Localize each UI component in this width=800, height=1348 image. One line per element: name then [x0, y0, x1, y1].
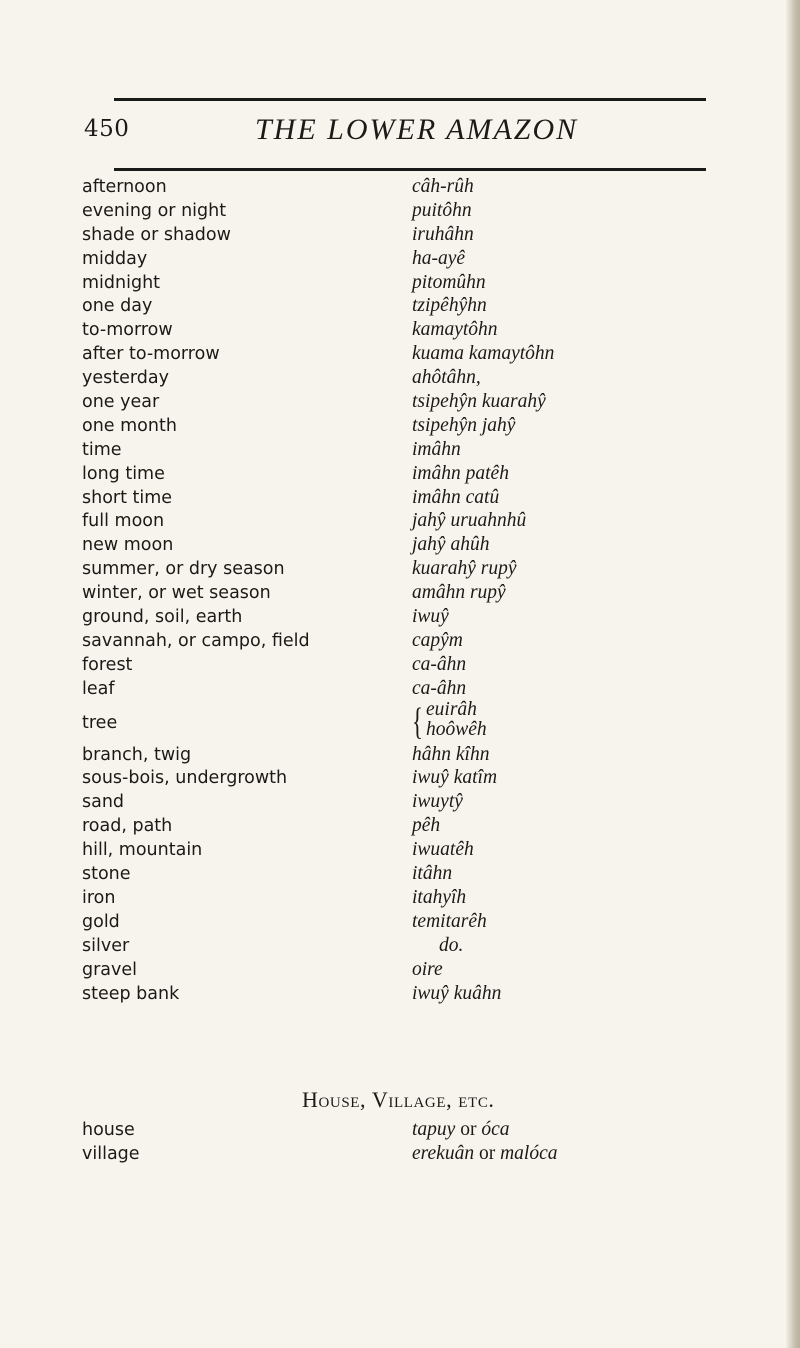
- vocab-row: [82, 982, 762, 1006]
- native-term: puitôhn: [412, 199, 472, 221]
- english-term: midnight: [82, 272, 161, 293]
- english-term: sand: [82, 792, 125, 813]
- native-term: ca-âhn: [412, 677, 467, 699]
- native-term-group: [412, 1118, 509, 1142]
- english-term: sous-bois, undergrowth: [82, 768, 288, 789]
- page-edge-shadow: [786, 0, 800, 1348]
- english-term: evening or night: [82, 200, 227, 221]
- native-term-variant-1: euirâh: [426, 698, 477, 720]
- vocab-row: [82, 366, 762, 390]
- native-term-group: [412, 1142, 558, 1166]
- vocab-row: [82, 223, 762, 247]
- english-term: after to-morrow: [82, 344, 220, 365]
- native-term: imâhn: [412, 438, 461, 460]
- english-term: one day: [82, 296, 153, 317]
- english-term: new moon: [82, 535, 174, 556]
- vocab-row: [82, 557, 762, 581]
- vocab-row: [82, 486, 762, 510]
- english-term: yesterday: [82, 368, 169, 389]
- vocab-row: [82, 1118, 762, 1142]
- native-term: itâhn: [412, 863, 453, 885]
- vocab-row: [82, 462, 762, 486]
- native-term: amâhn rupŷ: [412, 582, 506, 604]
- english-term: one year: [82, 392, 160, 413]
- native-term: tzipêhŷhn: [412, 295, 487, 317]
- english-term: summer, or dry season: [82, 559, 285, 580]
- native-term: tsipehŷn jahŷ: [412, 414, 516, 436]
- vocab-row: [82, 533, 762, 557]
- native-term: iruhâhn: [412, 223, 474, 245]
- english-term: steep bank: [82, 983, 180, 1004]
- vocab-row: [82, 509, 762, 533]
- section-heading: House, Village, etc.: [302, 1087, 495, 1112]
- native-term-alt: óca: [481, 1119, 510, 1140]
- vocab-row: [82, 838, 762, 862]
- vocab-row: [82, 862, 762, 886]
- english-term: iron: [82, 887, 116, 908]
- native-term: oire: [412, 958, 443, 980]
- native-term: ha-ayê: [412, 247, 466, 269]
- native-term-variant-2: hoôwêh: [426, 718, 487, 740]
- english-term: time: [82, 439, 122, 460]
- vocab-row: [82, 766, 762, 790]
- vocab-row: [82, 910, 762, 934]
- native-term: temitarêh: [412, 910, 487, 932]
- english-term: winter, or wet season: [82, 583, 271, 604]
- vocab-row: [82, 390, 762, 414]
- vocab-row: [82, 414, 762, 438]
- page-number: 450: [84, 116, 130, 142]
- conjunction: or: [478, 1142, 496, 1164]
- vocab-row: [82, 294, 762, 318]
- english-term: midday: [82, 248, 148, 269]
- native-term: pitomûhn: [412, 271, 486, 293]
- native-term: pêh: [412, 815, 441, 837]
- vocab-row: [82, 814, 762, 838]
- english-term: afternoon: [82, 177, 167, 197]
- native-term: iwuŷ katîm: [412, 767, 498, 789]
- english-term: short time: [82, 487, 173, 508]
- vocab-row: [82, 743, 762, 767]
- native-term-alt: malóca: [500, 1142, 558, 1164]
- english-term: leaf: [82, 678, 115, 699]
- vocab-row: [82, 247, 762, 271]
- native-term: capŷm: [412, 629, 463, 651]
- native-term: jahŷ uruahnhû: [412, 510, 527, 532]
- vocab-row: [82, 318, 762, 342]
- vocab-row: [82, 199, 762, 223]
- vocabulary-list-house: [82, 1118, 762, 1166]
- english-term: savannah, or campo, field: [82, 630, 310, 651]
- english-term: stone: [82, 864, 131, 885]
- vocab-row-tree: [82, 698, 762, 743]
- english-term: branch, twig: [82, 744, 192, 765]
- english-term: ground, soil, earth: [82, 607, 243, 628]
- brace-glyph: {: [412, 700, 423, 743]
- vocab-row: [82, 438, 762, 462]
- native-term: kuarahŷ rupŷ: [412, 558, 517, 580]
- english-term: gravel: [82, 959, 138, 980]
- native-term: do.: [439, 934, 464, 956]
- header-rule-top: [114, 98, 706, 101]
- vocab-row: [82, 790, 762, 814]
- vocab-row: [82, 175, 762, 199]
- running-head: THE LOWER AMAZON: [255, 113, 579, 146]
- vocab-row: [82, 934, 762, 958]
- english-term: long time: [82, 463, 165, 484]
- vocab-row: [82, 958, 762, 982]
- native-term: iwuatêh: [412, 839, 474, 861]
- native-term: kamaytôhn: [412, 319, 498, 341]
- vocab-row: [82, 271, 762, 295]
- native-term: iwuytŷ: [412, 791, 463, 813]
- english-term: silver: [82, 935, 130, 956]
- native-term: iwuŷ: [412, 606, 449, 628]
- vocab-row: [82, 629, 762, 653]
- vocab-row: [82, 653, 762, 677]
- vocab-row: [82, 342, 762, 366]
- vocab-row: [82, 1142, 762, 1166]
- native-term: erekuân: [412, 1142, 475, 1164]
- native-term: iwuŷ kuâhn: [412, 982, 502, 1004]
- native-term: kuama kamaytôhn: [412, 343, 555, 365]
- english-term: to-morrow: [82, 320, 173, 341]
- english-term: gold: [82, 911, 120, 932]
- english-term: tree: [82, 712, 118, 733]
- native-term: jahŷ ahûh: [412, 534, 490, 556]
- native-term: ahôtâhn,: [412, 367, 481, 389]
- english-term: road, path: [82, 816, 173, 837]
- vocab-row: [82, 581, 762, 605]
- native-term: hâhn kîhn: [412, 743, 490, 765]
- english-term: hill, mountain: [82, 840, 203, 861]
- native-term: imâhn catû: [412, 486, 500, 508]
- vocab-row: [82, 677, 762, 701]
- english-term: village: [82, 1143, 140, 1164]
- vocab-row: [82, 605, 762, 629]
- english-term: full moon: [82, 511, 165, 532]
- header-rule-bottom: [114, 168, 706, 171]
- native-term: imâhn patêh: [412, 462, 509, 484]
- english-term: shade or shadow: [82, 224, 231, 245]
- vocab-row: [82, 886, 762, 910]
- english-term: one month: [82, 415, 177, 436]
- vocabulary-list: [82, 175, 762, 1005]
- english-term: house: [82, 1120, 135, 1140]
- conjunction: or: [460, 1119, 477, 1140]
- native-term: tsipehŷn kuarahŷ: [412, 391, 546, 413]
- native-term: tapuy: [412, 1119, 456, 1140]
- native-term: câh-rûh: [412, 176, 474, 197]
- native-term: ca-âhn: [412, 653, 467, 675]
- native-term: itahyîh: [412, 886, 467, 908]
- english-term: forest: [82, 654, 133, 675]
